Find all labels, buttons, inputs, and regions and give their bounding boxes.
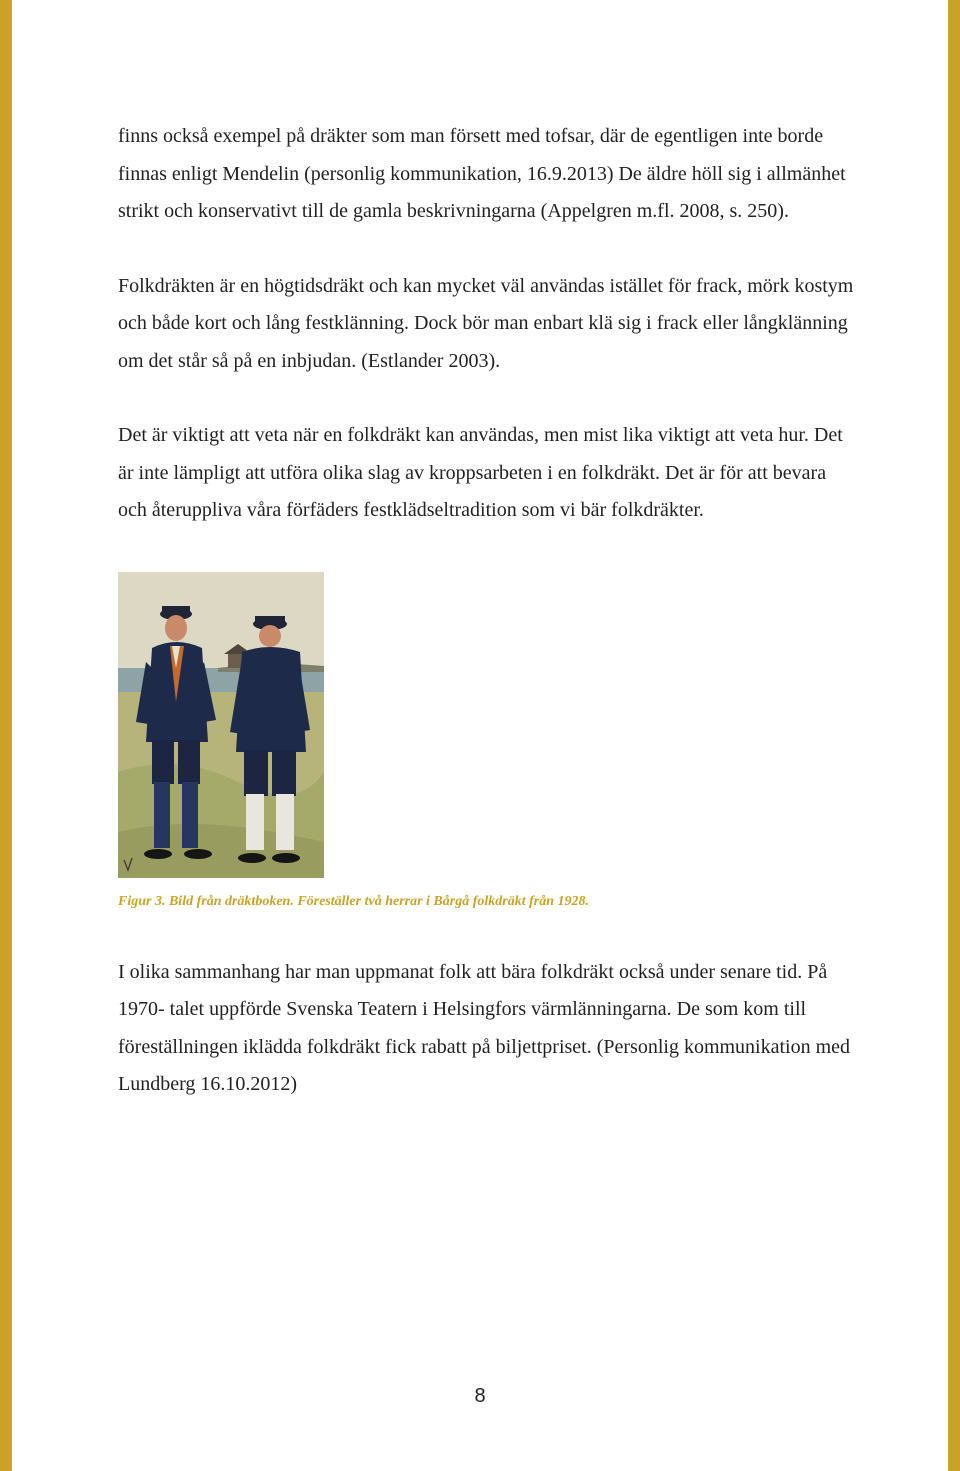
paragraph-4: I olika sammanhang har man uppmanat folk att bära folkdräkt också under senare tid. På 1970- talet uppförde Svenska Teatern i Helsingfors värmlänningarna. De som kom till föreställningen iklädda folkdräkt fick rabatt på biljettpriset. (Personlig kommunikation med Lundberg 16.10.2012) [118, 960, 851, 1095]
page-number: 8 [474, 1385, 486, 1407]
paragraph-2: Folkdräkten är en högtidsdräkt och kan mycket väl användas istället för frack, mörk kostym och både kort och lång festklänning. Dock bör man enbart klä sig i frack eller långklänning om det står så på en inbjudan. (Estlander 2003). [118, 274, 854, 372]
paragraph-3: Det är viktigt att veta när en folkdräkt kan användas, men mist lika viktigt att veta hur. Det är inte lämpligt att utföra olika slag av kroppsarbeten i en folkdräkt. Det är för att bevara och återuppliva våra förfäders festklädseltradition som vi bär folkdräkter. [118, 424, 843, 521]
page-border-right [948, 0, 960, 1471]
paragraph-1: finns också exempel på dräkter som man försett med tofsar, där de egentligen inte borde finnas enligt Mendelin (personlig kommunikation, 16.9.2013) De äldre höll sig i allmänhet strikt och konservativt till de gamla beskrivningarna (Appelgren m.fl. 2008, s. 250). [118, 125, 846, 222]
document-body [118, 118, 858, 1104]
figure [118, 572, 858, 910]
figure-caption: Figur 3. Bild från dräktboken. Föreställer två herrar i Bårgå folkdräkt från 1928. [118, 893, 590, 909]
page-border-left [0, 0, 12, 1471]
painting-image [118, 572, 324, 878]
